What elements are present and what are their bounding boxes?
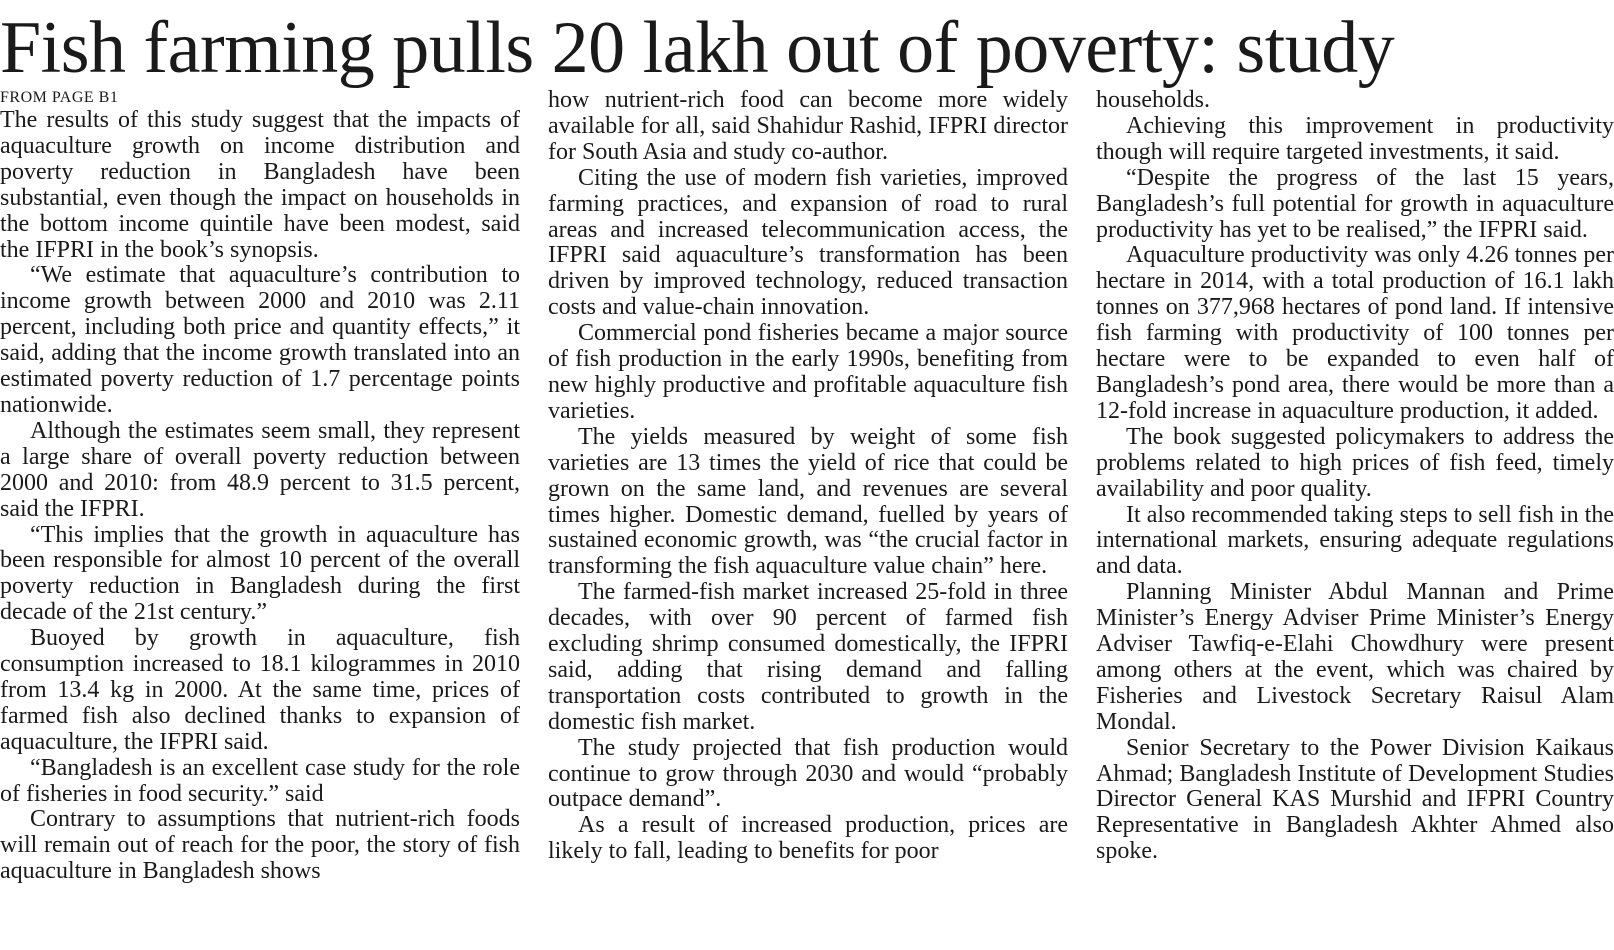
paragraph: households. (1096, 87, 1210, 113)
paragraph: Aquaculture productivity was only 4.26 tonnes per hectare in 2014, with a total production of 16.1 lakh tonnes on 377,968 hectares of pond land. If intensive fish farming with productivity of 100 tonnes per hectare were to be expanded to even half of Bangladesh’s pond area, there would be more than a 12-fold increase in aquaculture production, it added. (1096, 242, 1614, 424)
paragraph: “Bangladesh is an excellent case study for the role of fisheries in food security.” said (0, 754, 520, 807)
continuation-kicker: FROM PAGE B1 (0, 89, 119, 106)
paragraph: “We estimate that aquaculture’s contribution to income growth between 2000 and 2010 was 2.11 percent, including both price and quantity effects,” it said, adding that the income growth translated into an estimated poverty reduction of 1.7 percentage points nationwide. (0, 262, 520, 418)
article-column-2 (548, 88, 1068, 865)
article-column-1 (0, 88, 520, 885)
paragraph: The book suggested policymakers to address the problems related to high prices of fish feed, timely availability and poor quality. (1096, 423, 1614, 502)
paragraph: Contrary to assumptions that nutrient-rich foods will remain out of reach for the poor, the story of fish aquaculture in Bangladesh shows (0, 806, 520, 885)
paragraph: Commercial pond fisheries became a major source of fish production in the early 1990s, benefiting from new highly productive and profitable aquaculture fish varieties. (548, 320, 1068, 424)
headline: Fish farming pulls 20 lakh out of poverty: study (0, 7, 1395, 89)
paragraph: The farmed-fish market increased 25-fold in three decades, with over 90 percent of farmed fish excluding shrimp consumed domestically, the IFPRI said, adding that rising demand and falling transportation costs contributed to growth in the domestic fish market. (548, 579, 1068, 735)
paragraph: Buoyed by growth in aquaculture, fish consumption increased to 18.1 kilogrammes in 2010 from 13.4 kg in 2000. At the same time, prices of farmed fish also declined thanks to expansion of aquaculture, the IFPRI said. (0, 625, 520, 755)
article-column-3 (1096, 88, 1614, 865)
paragraph: Although the estimates seem small, they represent a large share of overall poverty reduction between 2000 and 2010: from 48.9 percent to 31.5 percent, said the IFPRI. (0, 417, 520, 522)
paragraph: As a result of increased production, prices are likely to fall, leading to benefits for poor (548, 812, 1068, 865)
paragraph: The yields measured by weight of some fish varieties are 13 times the yield of rice that could be grown on the same land, and revenues are several times higher. Domestic demand, fuelled by years of sustained economic growth, was “the crucial factor in transforming the fish aquaculture value chain” here. (548, 423, 1068, 580)
paragraph: “Despite the progress of the last 15 years, Bangladesh’s full potential for growth in aquaculture productivity has yet to be realised,” the IFPRI said. (1096, 164, 1614, 243)
paragraph: The results of this study suggest that the impacts of aquaculture growth on income distribution and poverty reduction in Bangladesh have been substantial, even though the impact on households in the bottom income quintile have been modest, said the IFPRI in the book’s synopsis. (0, 107, 520, 263)
paragraph: Planning Minister Abdul Mannan and Prime Minister’s Energy Adviser Prime Minister’s Energy Adviser Tawfiq-e-Elahi Chowdhury were present among others at the event, which was chaired by Fisheries and Livestock Secretary Raisul Alam Mondal. (1096, 579, 1614, 735)
paragraph: Senior Secretary to the Power Division Kaikaus Ahmad; Bangladesh Institute of Development Studies Director General KAS Murshid and IFPRI Country Representative in Bangladesh Akhter Ahmed also spoke. (1096, 734, 1614, 865)
paragraph: It also recommended taking steps to sell fish in the international markets, ensuring adequate regulations and data. (1096, 501, 1614, 580)
paragraph: how nutrient-rich food can become more widely available for all, said Shahidur Rashid, IFPRI director for South Asia and study co-author. (548, 87, 1068, 165)
paragraph: “This implies that the growth in aquaculture has been responsible for almost 10 percent of the overall poverty reduction in Bangladesh during the first decade of the 21st century.” (0, 521, 520, 626)
paragraph: Citing the use of modern fish varieties, improved farming practices, and expansion of road to rural areas and increased telecommunication access, the IFPRI said aquaculture’s transformation has been driven by improved technology, reduced transaction costs and value-chain innovation. (548, 164, 1068, 321)
paragraph: The study projected that fish production would continue to grow through 2030 and would “probably outpace demand”. (548, 734, 1068, 813)
paragraph: Achieving this improvement in productivity though will require targeted investments, it said. (1096, 112, 1614, 165)
